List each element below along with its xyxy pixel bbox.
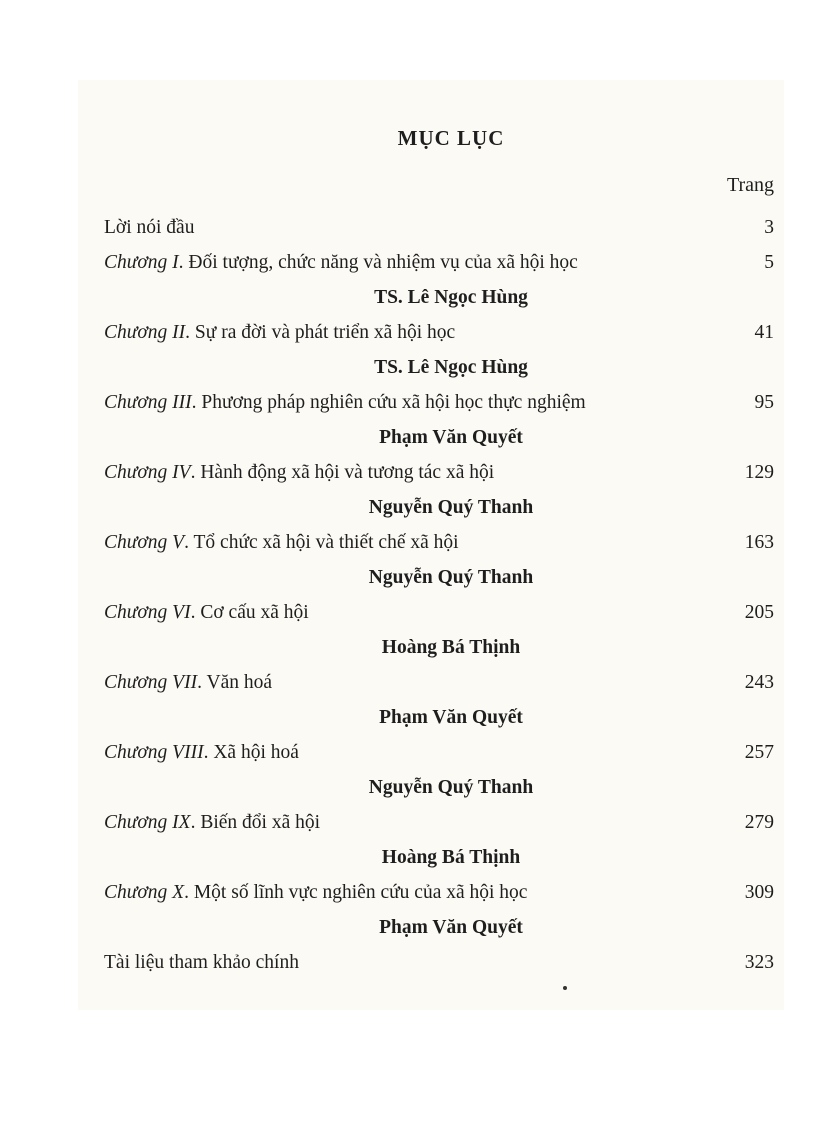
toc-entry-chapter (104, 805, 778, 840)
toc-entry-label (104, 665, 272, 700)
chapter-number: Chương VI (104, 602, 191, 623)
chapter-separator: . (190, 812, 201, 833)
chapter-title: Một số lĩnh vực nghiên cứu của xã hội học (193, 882, 528, 903)
toc-entry-page: 5 (764, 252, 774, 273)
toc-entry-page: 41 (754, 322, 774, 343)
chapter-title: Văn hoá (206, 672, 273, 693)
page-column-header: Trang (726, 174, 774, 196)
chapter-author: Nguyễn Quý Thanh (368, 567, 534, 588)
chapter-list (104, 245, 778, 945)
toc-entry-page: 323 (744, 952, 774, 973)
toc-entry-page: 3 (764, 217, 774, 238)
chapter-number: Chương III (104, 392, 192, 413)
toc-entry-chapter (104, 665, 778, 700)
chapter-number: Chương VIII (104, 742, 204, 763)
toc-entry-front-matter (104, 210, 778, 245)
chapter-separator: . (185, 322, 195, 343)
chapter-author: Hoàng Bá Thịnh (381, 847, 521, 868)
toc-list (104, 210, 778, 245)
toc-entry-chapter (104, 245, 778, 280)
chapter-title: Hành động xã hội và tương tác xã hội (200, 462, 495, 483)
chapter-author: Phạm Văn Quyết (379, 427, 523, 448)
toc-entry-chapter (104, 735, 778, 770)
toc-entry-chapter (104, 315, 778, 350)
page-title: MỤC LỤC (397, 126, 505, 150)
chapter-separator: . (191, 392, 202, 413)
chapter-separator: . (203, 742, 214, 763)
chapter-separator: . (184, 532, 194, 553)
chapter-author: TS. Lê Ngọc Hùng (374, 287, 528, 308)
chapter-author: TS. Lê Ngọc Hùng (374, 357, 528, 378)
chapter-number: Chương II (104, 322, 186, 343)
chapter-author: Phạm Văn Quyết (379, 917, 523, 938)
toc-entry-page: 163 (744, 532, 774, 553)
toc-entry-page: 257 (744, 742, 774, 763)
chapter-number: Chương V (104, 532, 185, 553)
chapter-author: Phạm Văn Quyết (379, 707, 523, 728)
chapter-number: Chương X (104, 882, 185, 903)
toc-entry-label (104, 455, 494, 490)
toc-entry-chapter (104, 525, 778, 560)
toc-entry-label: Lời nói đầu (104, 217, 195, 238)
print-speck (563, 986, 567, 990)
toc-entry-label (104, 385, 586, 420)
toc-entry-chapter (104, 875, 778, 910)
chapter-title: Xã hội hoá (213, 742, 299, 763)
toc-entry-page: 279 (744, 812, 774, 833)
toc-entry-page: 129 (744, 462, 774, 483)
chapter-separator: . (178, 252, 189, 273)
toc-back-list (104, 945, 778, 980)
toc-entry-label: Tài liệu tham khảo chính (104, 952, 299, 973)
toc-entry-label (104, 525, 459, 560)
toc-entry-chapter (104, 385, 778, 420)
toc-entry-page: 95 (754, 392, 774, 413)
toc-entry-page: 205 (744, 602, 774, 623)
chapter-separator: . (190, 602, 201, 623)
chapter-title: Cơ cấu xã hội (200, 602, 309, 623)
toc-entry-label (104, 735, 299, 770)
chapter-separator: . (197, 672, 207, 693)
toc-entry-page: 309 (744, 882, 774, 903)
chapter-author: Hoàng Bá Thịnh (381, 637, 521, 658)
toc-page (104, 122, 778, 980)
chapter-number: Chương IX (104, 812, 191, 833)
chapter-number: Chương VII (104, 672, 198, 693)
toc-entry-chapter (104, 455, 778, 490)
chapter-author: Nguyễn Quý Thanh (368, 497, 534, 518)
chapter-separator: . (190, 462, 201, 483)
chapter-title: Đối tượng, chức năng và nhiệm vụ của xã hội học (188, 252, 578, 273)
toc-entry-label (104, 875, 527, 910)
toc-entry-label (104, 805, 320, 840)
chapter-title: Tổ chức xã hội và thiết chế xã hội (193, 532, 459, 553)
chapter-title: Biến đổi xã hội (200, 812, 321, 833)
toc-entry-page: 243 (744, 672, 774, 693)
chapter-number: Chương IV (104, 462, 191, 483)
toc-entry-label (104, 315, 455, 350)
chapter-author: Nguyễn Quý Thanh (368, 777, 534, 798)
toc-entry-back-matter (104, 945, 778, 980)
chapter-number: Chương I (104, 252, 179, 273)
chapter-title: Phương pháp nghiên cứu xã hội học thực nghiệm (201, 392, 586, 413)
toc-entry-label (104, 595, 309, 630)
chapter-separator: . (184, 882, 194, 903)
toc-entry-label (104, 245, 578, 280)
chapter-title: Sự ra đời và phát triển xã hội học (194, 322, 456, 343)
toc-entry-chapter (104, 595, 778, 630)
